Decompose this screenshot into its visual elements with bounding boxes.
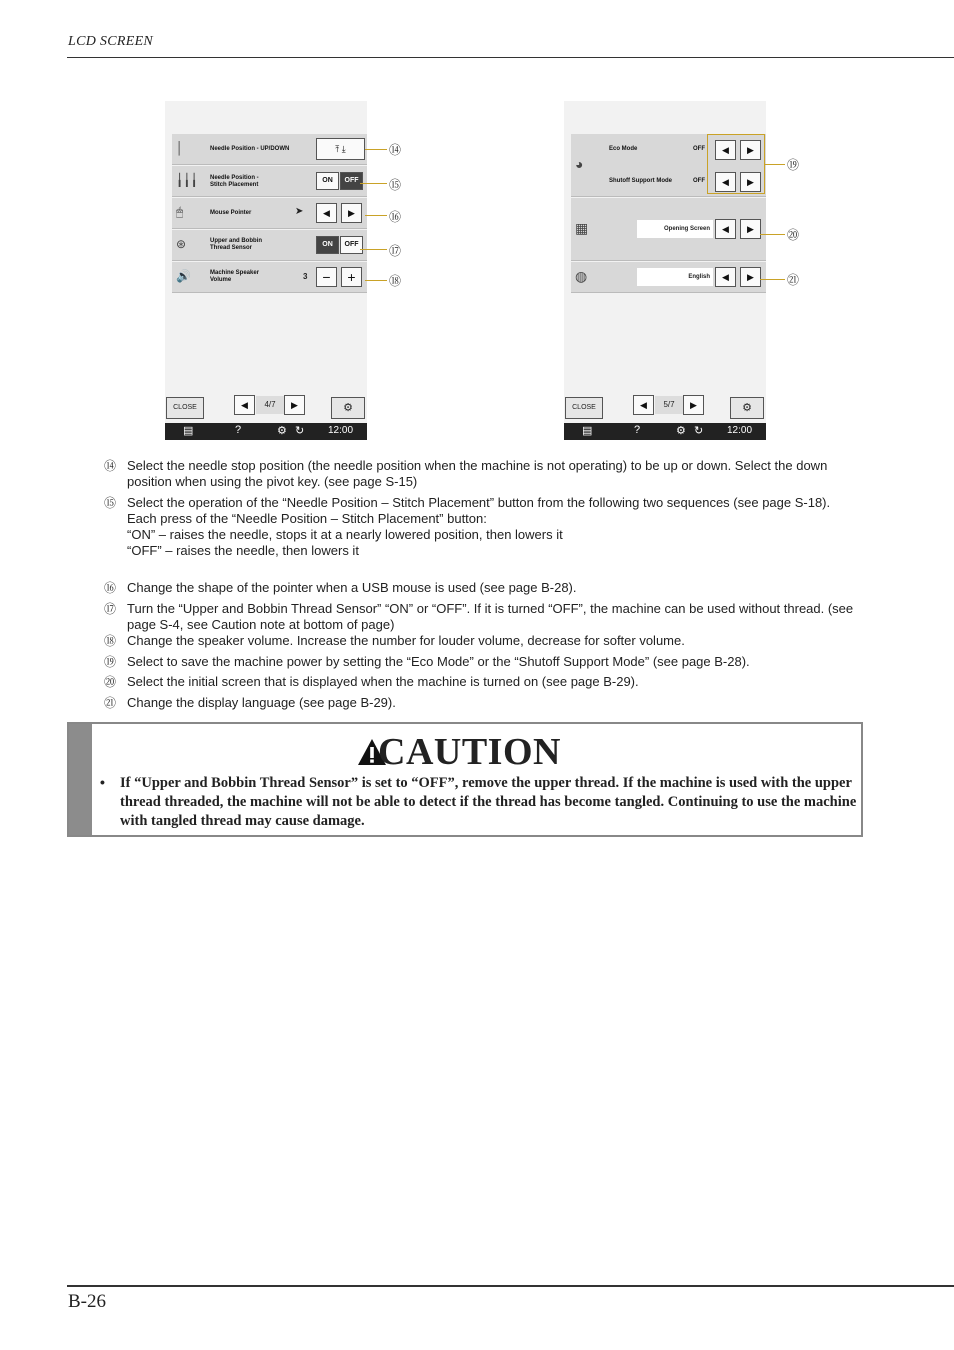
- leader-line: [365, 215, 387, 216]
- row-speaker-volume: [172, 262, 367, 293]
- refresh-icon[interactable]: ↻: [694, 425, 704, 437]
- row-mouse-pointer: [172, 198, 367, 229]
- caution-bullet: •: [100, 774, 105, 790]
- page-navigator: [633, 394, 705, 416]
- item-number: ⑱: [104, 634, 117, 648]
- off-button[interactable]: OFF: [340, 172, 363, 190]
- machine-settings-button[interactable]: ⚙: [730, 397, 764, 419]
- description-17: [104, 601, 864, 633]
- next-page-button[interactable]: ▶: [683, 395, 704, 415]
- leader-line: [760, 279, 785, 280]
- description-18: [104, 633, 864, 649]
- speaker-icon: 🔊: [176, 269, 191, 283]
- document-icon[interactable]: ▤: [582, 425, 593, 437]
- description-16: [104, 580, 864, 596]
- shutoff-next-button[interactable]: ▶: [740, 172, 761, 192]
- volume-up-button[interactable]: +: [341, 267, 362, 287]
- item-text: Turn the “Upper and Bobbin Thread Sensor” “ON” or “OFF”. If it is turned “OFF”, the machine can be used without thread. (see page S-4, see Caution note at bottom of page): [127, 601, 854, 632]
- row-needle-position-updown: [172, 134, 367, 165]
- item-number: ⑭: [104, 459, 117, 473]
- needles-icon: ╽╽╽: [176, 173, 198, 187]
- next-page-button[interactable]: ▶: [284, 395, 305, 415]
- page-navigator: [234, 394, 306, 416]
- description-19: [104, 654, 864, 670]
- header-title: LCD SCREEN: [68, 34, 154, 49]
- header-rule: [67, 57, 954, 58]
- row-needle-stitch-placement: [172, 166, 367, 197]
- pointer-icon: ➤: [295, 206, 304, 217]
- description-21: [104, 695, 864, 711]
- item-number: ⑮: [104, 496, 117, 510]
- needle-icon: │: [176, 141, 184, 155]
- clock: 12:00: [727, 425, 753, 436]
- next-button[interactable]: ▶: [740, 219, 761, 239]
- prev-button[interactable]: ◀: [715, 219, 736, 239]
- bobbin-icon: ⊛: [176, 237, 187, 251]
- language-field: English: [637, 268, 713, 286]
- item-text: Select the needle stop position (the needle position when the machine is not operating) to be up or down. Select the down position when using the pivot key. (see page S-15): [127, 458, 828, 489]
- row-label: Machine Speaker Volume: [210, 270, 260, 283]
- leader-line: [360, 249, 387, 250]
- page-number: B-26: [68, 1291, 106, 1312]
- close-button[interactable]: CLOSE: [166, 397, 204, 419]
- close-button[interactable]: CLOSE: [565, 397, 603, 419]
- item-text: Select the operation of the “Needle Position – Stitch Placement” button from the following two sequences (see page S-18). Each press of the “Needle Position – Stitch Placement” button: “ON” – raises the needle, stops it at a nearly lowered position, then lowers it “OFF” – raises the needle, then lowers it: [127, 495, 831, 558]
- off-button[interactable]: OFF: [340, 236, 363, 254]
- on-button[interactable]: ON: [316, 172, 339, 190]
- prev-button[interactable]: ◀: [316, 203, 337, 223]
- callout-15: ⑮: [389, 178, 402, 192]
- page-indicator: 5/7: [655, 396, 683, 414]
- shutoff-prev-button[interactable]: ◀: [715, 172, 736, 192]
- settings-screen-page-4: [165, 101, 367, 440]
- help-icon[interactable]: ?: [634, 424, 641, 436]
- description-15: [104, 495, 864, 559]
- description-20: [104, 674, 864, 690]
- callout-19: ⑲: [787, 158, 800, 172]
- item-number: ⑰: [104, 602, 117, 616]
- volume-down-button[interactable]: −: [316, 267, 337, 287]
- row-opening-screen: [571, 198, 766, 261]
- row-label: Needle Position - UP/DOWN: [210, 146, 290, 152]
- callout-14: ⑭: [389, 143, 402, 157]
- eco-icon: ◕: [575, 156, 584, 172]
- settings-icon[interactable]: ⚙: [676, 425, 686, 437]
- machine-settings-button[interactable]: ⚙: [331, 397, 365, 419]
- row-label: Upper and Bobbin Thread Sensor: [210, 238, 262, 251]
- opening-screen-field: Opening Screen: [637, 220, 713, 238]
- clock: 12:00: [328, 425, 354, 436]
- refresh-icon[interactable]: ↻: [295, 425, 305, 437]
- leader-line: [760, 234, 785, 235]
- row-thread-sensor: [172, 230, 367, 261]
- leader-line: [365, 149, 387, 150]
- status-bar: [564, 423, 766, 440]
- eco-prev-button[interactable]: ◀: [715, 140, 736, 160]
- row-label: Needle Position - Stitch Placement: [210, 175, 259, 188]
- row-language: [571, 262, 766, 293]
- prev-button[interactable]: ◀: [715, 267, 736, 287]
- next-button[interactable]: ▶: [740, 267, 761, 287]
- item-text: Select the initial screen that is displayed when the machine is turned on (see page B-29).: [127, 674, 639, 689]
- needle-updown-button[interactable]: ⤒ ⤓: [316, 138, 365, 160]
- item-number: ⑳: [104, 675, 117, 689]
- row-label: Shutoff Support Mode: [609, 178, 672, 184]
- caution-text: If “Upper and Bobbin Thread Sensor” is set to “OFF”, remove the upper thread. If the machine is used with the upper thread threaded, the machine will not be able to detect if the thread has become tangled. Continuing to use the machine with tangled thread may cause damage.: [120, 775, 857, 829]
- item-number: ⑯: [104, 581, 117, 595]
- page-indicator: 4/7: [256, 396, 284, 414]
- row-label: Mouse Pointer: [210, 210, 252, 216]
- item-number: ㉑: [104, 696, 117, 710]
- item-text: Change the speaker volume. Increase the number for louder volume, decrease for softer volume.: [127, 633, 685, 648]
- leader-line: [365, 280, 387, 281]
- screen-icon: ▦: [575, 220, 589, 236]
- caution-title: CAUTION: [378, 731, 561, 773]
- status-bar: [165, 423, 367, 440]
- leader-line: [765, 164, 785, 165]
- item-text: Change the shape of the pointer when a USB mouse is used (see page B-28).: [127, 580, 577, 595]
- callout-21: ㉑: [787, 273, 800, 287]
- eco-next-button[interactable]: ▶: [740, 140, 761, 160]
- mouse-icon: 🖱: [176, 205, 184, 219]
- document-icon[interactable]: ▤: [183, 425, 194, 437]
- help-icon[interactable]: ?: [235, 424, 242, 436]
- callout-18: ⑱: [389, 274, 402, 288]
- callout-16: ⑯: [389, 210, 402, 224]
- next-button[interactable]: ▶: [341, 203, 362, 223]
- footer-rule: [67, 1285, 954, 1287]
- callout-17: ⑰: [389, 244, 402, 258]
- globe-icon: ◍: [575, 268, 588, 284]
- caution-box: [67, 722, 863, 837]
- prev-page-button[interactable]: ◀: [633, 395, 654, 415]
- shutoff-value: OFF: [693, 178, 705, 184]
- settings-icon[interactable]: ⚙: [277, 425, 287, 437]
- description-14: [104, 458, 864, 490]
- volume-value: 3: [303, 272, 308, 281]
- item-number: ⑲: [104, 655, 117, 669]
- eco-value: OFF: [693, 146, 705, 152]
- callout-20: ⑳: [787, 228, 800, 242]
- item-text: Select to save the machine power by setting the “Eco Mode” or the “Shutoff Support Mode” (see page B-28).: [127, 654, 750, 669]
- row-label: Eco Mode: [609, 146, 638, 152]
- on-button[interactable]: ON: [316, 236, 339, 254]
- item-text: Change the display language (see page B-29).: [127, 695, 396, 710]
- prev-page-button[interactable]: ◀: [234, 395, 255, 415]
- caution-sidebar: [69, 724, 92, 835]
- highlight-box: [707, 134, 765, 194]
- leader-line: [360, 183, 387, 184]
